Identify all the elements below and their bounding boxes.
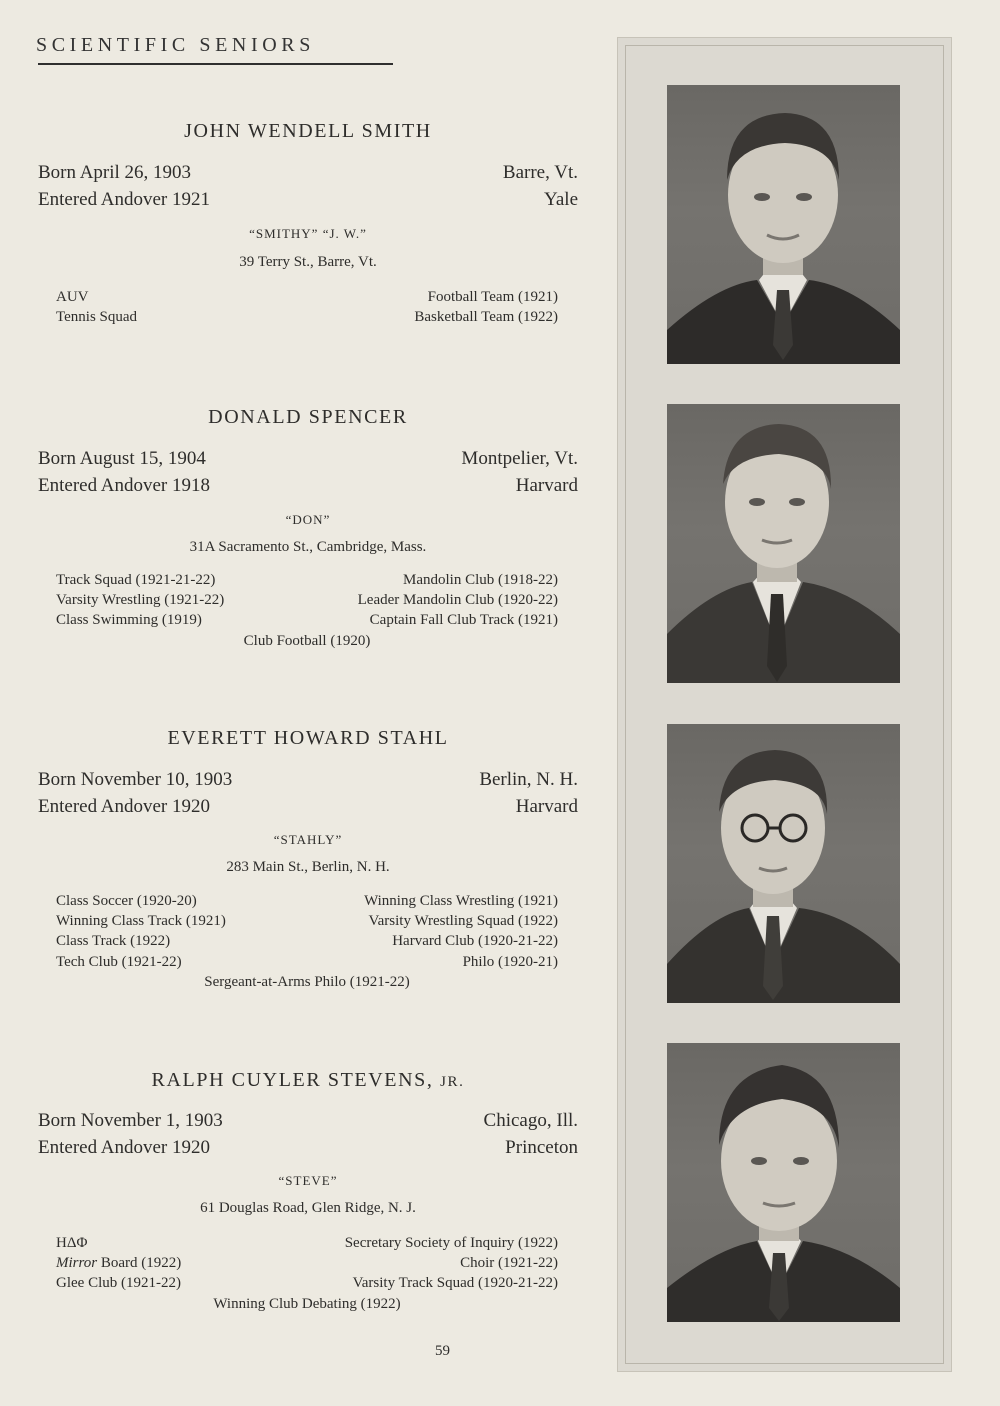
activity-item: Mirror Board (1922) (56, 1255, 182, 1272)
activity-item: Glee Club (1921-22) (56, 1275, 181, 1292)
activity-item: Mandolin Club (1918-22) (403, 572, 558, 588)
activity-item: Harvard Club (1920-21-22) (392, 933, 558, 950)
activity-item: Class Soccer (1920-20) (56, 893, 197, 909)
born-row (38, 767, 578, 793)
senior-entry-smith (38, 118, 578, 338)
nicknames: “STAHLY” (273, 832, 343, 847)
entered-year: Entered Andover 1921 (38, 189, 211, 210)
activity-item: Leader Mandolin Club (1920-22) (357, 592, 558, 609)
senior-name: DONALD SPENCER (208, 406, 408, 428)
hometown: Barre, Vt. (502, 162, 578, 183)
entered-row (38, 187, 578, 213)
entered-row (38, 1135, 578, 1161)
portrait-photo-spencer (667, 404, 900, 683)
college: Princeton (505, 1137, 578, 1158)
senior-name: EVERETT HOWARD STAHL (167, 727, 449, 749)
activity-item: Track Squad (1921-21-22) (56, 572, 216, 588)
mirror-title: Mirror (56, 1255, 98, 1272)
senior-name-suffix: JR. (440, 1074, 465, 1090)
senior-name: JOHN WENDELL SMITH (184, 120, 432, 142)
entered-row (38, 473, 578, 499)
address: 283 Main St., Berlin, N. H. (226, 859, 390, 875)
activities (56, 287, 558, 332)
hometown: Berlin, N. H. (479, 769, 578, 790)
activity-item: Class Swimming (1919) (56, 612, 202, 629)
nicknames: “DON” (285, 512, 331, 527)
activity-item: Secretary Society of Inquiry (1922) (344, 1235, 558, 1251)
senior-entry-spencer (38, 404, 578, 664)
page-number: 59 (435, 1343, 450, 1359)
activity-item: Captain Fall Club Track (1921) (369, 612, 558, 629)
nicknames: “SMITHY” “J. W.” (249, 226, 367, 241)
activity-item: Winning Class Wrestling (1921) (364, 893, 558, 909)
header-rule (38, 63, 393, 65)
activity-item: Varsity Track Squad (1920-21-22) (352, 1275, 558, 1292)
address: 61 Douglas Road, Glen Ridge, N. J. (200, 1200, 416, 1216)
entered-year: Entered Andover 1920 (38, 1137, 211, 1158)
activity-item: Winning Class Track (1921) (56, 913, 226, 930)
portrait-photo-smith (667, 85, 900, 364)
page-header: SCIENTIFIC SENIORS (36, 34, 315, 56)
senior-entry-stahl (38, 725, 578, 1000)
entered-year: Entered Andover 1918 (38, 475, 211, 496)
activities (56, 570, 558, 654)
activity-item: AUV (56, 289, 89, 305)
activity-item: ΗΔΦ (56, 1235, 88, 1251)
college: Harvard (515, 796, 578, 817)
activity-item: Philo (1920-21) (462, 953, 558, 970)
birth-date: Born August 15, 1904 (38, 448, 206, 469)
activity-item: Tennis Squad (56, 309, 138, 326)
activity-item: Sergeant-at-Arms Philo (1921-22) (204, 973, 410, 990)
activity-item: Varsity Wrestling (1921-22) (56, 592, 225, 609)
address: 31A Sacramento St., Cambridge, Mass. (189, 539, 427, 555)
activity-item: Class Track (1922) (56, 933, 171, 950)
activity-item: Football Team (1921) (427, 289, 558, 305)
activities (56, 1233, 558, 1317)
college: Yale (544, 189, 578, 210)
entered-year: Entered Andover 1920 (38, 796, 211, 817)
portrait-photo-stahl (667, 724, 900, 1003)
hometown: Montpelier, Vt. (461, 448, 578, 469)
birth-date: Born November 1, 1903 (38, 1110, 223, 1131)
born-row (38, 160, 578, 186)
portrait-photo-stevens (667, 1043, 900, 1322)
activity-item: Basketball Team (1922) (414, 309, 558, 326)
born-row (38, 1108, 578, 1134)
nicknames: “STEVE” (278, 1173, 338, 1188)
activity-item: Club Football (1920) (243, 632, 371, 649)
activity-item: Varsity Wrestling Squad (1922) (368, 913, 558, 930)
college: Harvard (515, 475, 578, 496)
senior-name (38, 1069, 578, 1092)
entered-row (38, 794, 578, 820)
activity-item: Choir (1921-22) (460, 1255, 558, 1272)
address: 39 Terry St., Barre, Vt. (239, 254, 377, 270)
activity-item: Winning Club Debating (1922) (213, 1295, 401, 1312)
senior-entry-stevens (38, 1067, 578, 1322)
activities (56, 891, 558, 995)
born-row (38, 446, 578, 472)
activity-item: Tech Club (1921-22) (56, 953, 182, 970)
hometown: Chicago, Ill. (483, 1110, 578, 1131)
senior-name-text: RALPH CUYLER STEVENS, (151, 1069, 434, 1091)
birth-date: Born April 26, 1903 (38, 162, 192, 183)
birth-date: Born November 10, 1903 (38, 769, 233, 790)
